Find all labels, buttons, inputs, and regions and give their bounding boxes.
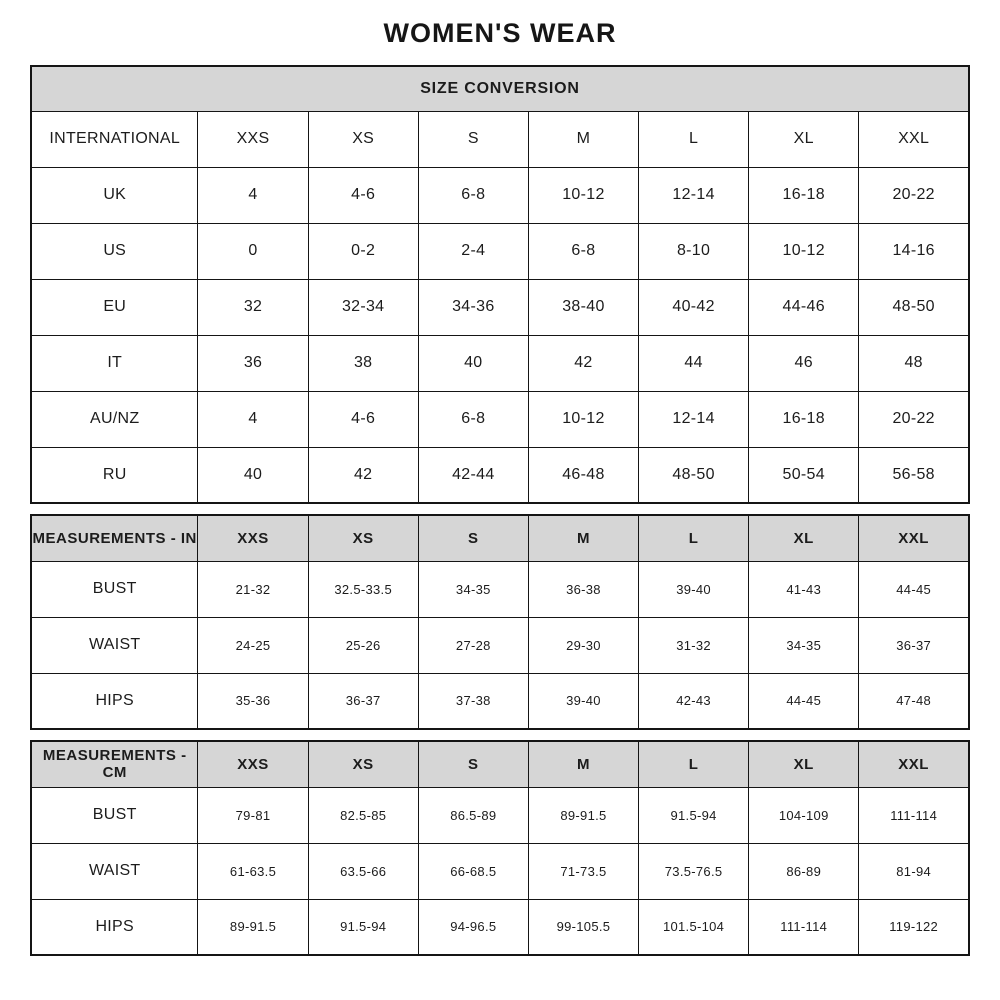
table-cell: 4-6 <box>308 391 418 447</box>
page-title: WOMEN'S WEAR <box>383 18 617 48</box>
table-cell: 48 <box>859 335 969 391</box>
table-cell: 44-46 <box>749 279 859 335</box>
table-row-bust <box>31 561 969 617</box>
table-cell: 0 <box>198 223 308 279</box>
table-cell: 39-40 <box>639 561 749 617</box>
table-cell: 46 <box>749 335 859 391</box>
column-header-s: S <box>418 741 528 787</box>
size-conversion-header-row <box>31 111 969 167</box>
table-cell: 40-42 <box>639 279 749 335</box>
row-label: HIPS <box>31 899 198 955</box>
table-cell: 38-40 <box>528 279 638 335</box>
table-cell: 50-54 <box>749 447 859 503</box>
table-cell: 4-6 <box>308 167 418 223</box>
table-cell: 71-73.5 <box>528 843 638 899</box>
table-row-hips <box>31 899 969 955</box>
column-header-m: M <box>528 741 638 787</box>
table-cell: 81-94 <box>859 843 969 899</box>
measurements-in-table <box>30 514 970 730</box>
table-cell: 0-2 <box>308 223 418 279</box>
column-header-xs: XS <box>308 111 418 167</box>
table-cell: 86-89 <box>749 843 859 899</box>
table-cell: 86.5-89 <box>418 787 528 843</box>
size-conversion-banner: SIZE CONVERSION <box>31 66 969 111</box>
column-header-xxs: XXS <box>198 741 308 787</box>
table-row-uk <box>31 167 969 223</box>
table-cell: 31-32 <box>639 617 749 673</box>
table-cell: 32.5-33.5 <box>308 561 418 617</box>
table-cell: 4 <box>198 167 308 223</box>
column-header-xxl: XXL <box>859 515 969 561</box>
column-header-xxs: XXS <box>198 111 308 167</box>
table-cell: 36-38 <box>528 561 638 617</box>
table-cell: 89-91.5 <box>198 899 308 955</box>
table-cell: 35-36 <box>198 673 308 729</box>
table-cell: 104-109 <box>749 787 859 843</box>
size-conversion-table <box>30 65 970 504</box>
row-label: RU <box>31 447 198 503</box>
table-cell: 40 <box>418 335 528 391</box>
row-label: IT <box>31 335 198 391</box>
table-cell: 47-48 <box>859 673 969 729</box>
table-row-au-nz <box>31 391 969 447</box>
measurements-cm-header-label: MEASUREMENTS - CM <box>31 741 198 787</box>
row-label: BUST <box>31 787 198 843</box>
table-cell: 32 <box>198 279 308 335</box>
table-cell: 8-10 <box>639 223 749 279</box>
table-cell: 10-12 <box>749 223 859 279</box>
table-cell: 44-45 <box>859 561 969 617</box>
column-header-l: L <box>639 741 749 787</box>
table-cell: 27-28 <box>418 617 528 673</box>
table-cell: 42 <box>528 335 638 391</box>
table-cell: 48-50 <box>639 447 749 503</box>
table-row-us <box>31 223 969 279</box>
table-cell: 42-44 <box>418 447 528 503</box>
table-cell: 42-43 <box>639 673 749 729</box>
table-cell: 40 <box>198 447 308 503</box>
table-cell: 32-34 <box>308 279 418 335</box>
table-row-eu <box>31 279 969 335</box>
table-cell: 111-114 <box>859 787 969 843</box>
table-cell: 24-25 <box>198 617 308 673</box>
column-header-xxl: XXL <box>859 111 969 167</box>
table-cell: 2-4 <box>418 223 528 279</box>
table-cell: 29-30 <box>528 617 638 673</box>
column-header-xs: XS <box>308 741 418 787</box>
table-cell: 44 <box>639 335 749 391</box>
table-cell: 20-22 <box>859 167 969 223</box>
table-cell: 10-12 <box>528 167 638 223</box>
table-row-waist <box>31 617 969 673</box>
table-cell: 56-58 <box>859 447 969 503</box>
table-cell: 91.5-94 <box>639 787 749 843</box>
column-header-xl: XL <box>749 741 859 787</box>
table-cell: 39-40 <box>528 673 638 729</box>
row-label: US <box>31 223 198 279</box>
table-cell: 10-12 <box>528 391 638 447</box>
table-cell: 94-96.5 <box>418 899 528 955</box>
table-row-ru <box>31 447 969 503</box>
table-row-waist <box>31 843 969 899</box>
row-label: BUST <box>31 561 198 617</box>
column-header-m: M <box>528 515 638 561</box>
measurements-cm-header-row <box>31 741 969 787</box>
size-conversion-banner-row <box>31 66 969 111</box>
table-cell: 14-16 <box>859 223 969 279</box>
column-header-xs: XS <box>308 515 418 561</box>
table-cell: 63.5-66 <box>308 843 418 899</box>
table-cell: 119-122 <box>859 899 969 955</box>
table-row-it <box>31 335 969 391</box>
table-cell: 36-37 <box>308 673 418 729</box>
table-cell: 34-36 <box>418 279 528 335</box>
table-cell: 73.5-76.5 <box>639 843 749 899</box>
table-cell: 34-35 <box>749 617 859 673</box>
table-cell: 12-14 <box>639 391 749 447</box>
column-header-l: L <box>639 111 749 167</box>
table-cell: 6-8 <box>528 223 638 279</box>
column-header-xxl: XXL <box>859 741 969 787</box>
table-cell: 44-45 <box>749 673 859 729</box>
column-header-xl: XL <box>749 111 859 167</box>
table-cell: 16-18 <box>749 167 859 223</box>
table-cell: 91.5-94 <box>308 899 418 955</box>
table-cell: 6-8 <box>418 167 528 223</box>
table-cell: 25-26 <box>308 617 418 673</box>
table-cell: 48-50 <box>859 279 969 335</box>
table-cell: 66-68.5 <box>418 843 528 899</box>
column-header-l: L <box>639 515 749 561</box>
measurements-in-header-label: MEASUREMENTS - IN <box>31 515 198 561</box>
table-cell: 21-32 <box>198 561 308 617</box>
row-label: WAIST <box>31 843 198 899</box>
table-cell: 42 <box>308 447 418 503</box>
measurements-in-header-row <box>31 515 969 561</box>
table-cell: 46-48 <box>528 447 638 503</box>
table-cell: 6-8 <box>418 391 528 447</box>
table-cell: 36 <box>198 335 308 391</box>
table-cell: 82.5-85 <box>308 787 418 843</box>
table-cell: 16-18 <box>749 391 859 447</box>
table-cell: 36-37 <box>859 617 969 673</box>
tables-container <box>30 65 970 956</box>
table-cell: 38 <box>308 335 418 391</box>
column-header-xl: XL <box>749 515 859 561</box>
table-row-hips <box>31 673 969 729</box>
table-cell: 99-105.5 <box>528 899 638 955</box>
table-cell: 61-63.5 <box>198 843 308 899</box>
table-cell: 89-91.5 <box>528 787 638 843</box>
table-row-bust <box>31 787 969 843</box>
table-cell: 37-38 <box>418 673 528 729</box>
column-header-s: S <box>418 111 528 167</box>
size-conversion-header-label: INTERNATIONAL <box>31 111 198 167</box>
row-label: UK <box>31 167 198 223</box>
row-label: WAIST <box>31 617 198 673</box>
table-cell: 41-43 <box>749 561 859 617</box>
row-label: HIPS <box>31 673 198 729</box>
table-cell: 111-114 <box>749 899 859 955</box>
table-cell: 101.5-104 <box>639 899 749 955</box>
table-cell: 4 <box>198 391 308 447</box>
table-cell: 34-35 <box>418 561 528 617</box>
table-cell: 20-22 <box>859 391 969 447</box>
table-cell: 79-81 <box>198 787 308 843</box>
column-header-s: S <box>418 515 528 561</box>
row-label: EU <box>31 279 198 335</box>
column-header-xxs: XXS <box>198 515 308 561</box>
row-label: AU/NZ <box>31 391 198 447</box>
table-cell: 12-14 <box>639 167 749 223</box>
column-header-m: M <box>528 111 638 167</box>
measurements-cm-table <box>30 740 970 956</box>
